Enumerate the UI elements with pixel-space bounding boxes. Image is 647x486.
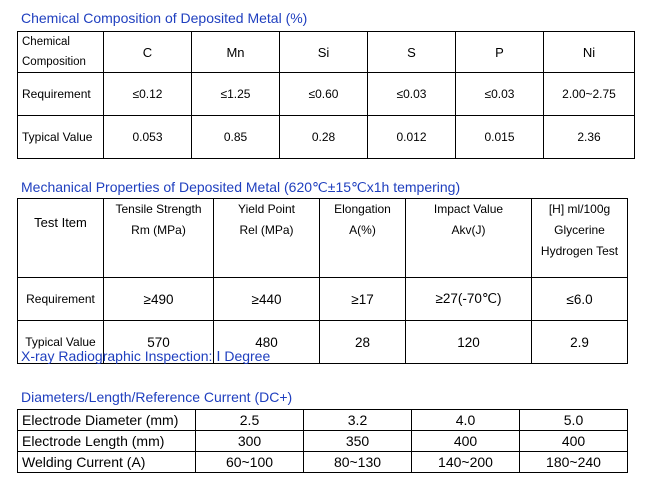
- element-header: Mn: [192, 32, 280, 73]
- table-cell: 2.00~2.75: [544, 73, 635, 116]
- table-cell: 0.28: [280, 116, 368, 159]
- table-cell: 350: [304, 431, 412, 452]
- row-label: Electrode Diameter (mm): [18, 410, 196, 431]
- row-label: Typical Value: [18, 321, 104, 364]
- header-line: A(%): [349, 223, 376, 237]
- element-header: Si: [280, 32, 368, 73]
- table-row: [18, 410, 628, 431]
- table-cell: 0.85: [192, 116, 280, 159]
- column-header: [214, 199, 320, 278]
- table-row: [18, 73, 635, 116]
- table-cell: 5.0: [520, 410, 628, 431]
- row-label: Welding Current (A): [18, 452, 196, 473]
- table-cell: 120: [406, 321, 532, 364]
- table-cell: 3.2: [304, 410, 412, 431]
- table-row: [18, 431, 628, 452]
- table-row: [18, 199, 628, 278]
- chemical-composition-table: [17, 31, 635, 159]
- mechanical-title: Mechanical Properties of Deposited Metal (620℃±15℃x1h tempering): [21, 179, 461, 195]
- header-line: Rel (MPa): [239, 223, 294, 237]
- table-row: [18, 278, 628, 321]
- table-cell: 2.5: [196, 410, 304, 431]
- table-cell: ≥440: [214, 278, 320, 321]
- table-row: [18, 452, 628, 473]
- row-label: Requirement: [18, 278, 104, 321]
- row-label: Requirement: [18, 73, 104, 116]
- header-line: Composition: [22, 56, 86, 68]
- table-cell: 300: [196, 431, 304, 452]
- column-header: [320, 199, 406, 278]
- table-cell: ≤0.03: [368, 73, 456, 116]
- element-header: C: [104, 32, 192, 73]
- header-line: Yield Point: [238, 202, 295, 216]
- header-line: Impact Value: [433, 202, 504, 216]
- table-cell: ≥27(-70℃): [406, 278, 532, 321]
- column-header: [104, 199, 214, 278]
- table-cell: 80~130: [304, 452, 412, 473]
- table-cell: ≥490: [104, 278, 214, 321]
- table-cell: 0.053: [104, 116, 192, 159]
- table-cell: ≥17: [320, 278, 406, 321]
- test-item-header: Test Item: [18, 199, 104, 278]
- table-cell: 140~200: [412, 452, 520, 473]
- table-cell: ≤6.0: [532, 278, 628, 321]
- diameters-title: Diameters/Length/Reference Current (DC+): [21, 389, 293, 405]
- header-line: Rm (MPa): [131, 223, 186, 237]
- table-cell: 0.012: [368, 116, 456, 159]
- mechanical-properties-table: [17, 198, 628, 364]
- table-cell: 0.015: [456, 116, 544, 159]
- header-line: Akv(J): [451, 223, 486, 237]
- table-cell: ≤0.60: [280, 73, 368, 116]
- table-cell: 60~100: [196, 452, 304, 473]
- column-header: [406, 199, 532, 278]
- table-cell: 4.0: [412, 410, 520, 431]
- header-line: Chemical: [22, 36, 70, 48]
- table-cell: 570: [104, 321, 214, 364]
- xray-inspection-text: X-ray Radiographic Inspection: Ⅰ Degree: [21, 348, 271, 364]
- element-header: S: [368, 32, 456, 73]
- row-label: Electrode Length (mm): [18, 431, 196, 452]
- diameters-table: [17, 409, 628, 473]
- row-label: Typical Value: [18, 116, 104, 159]
- table-row: [18, 32, 635, 73]
- header-line: Hydrogen Test: [540, 244, 619, 258]
- header-line: [H] ml/100g: [548, 202, 611, 216]
- header-line: Glycerine: [554, 223, 605, 237]
- table-cell: ≤1.25: [192, 73, 280, 116]
- header-cell: [18, 32, 104, 73]
- element-header: P: [456, 32, 544, 73]
- table-cell: ≤0.03: [456, 73, 544, 116]
- element-header: Ni: [544, 32, 635, 73]
- table-cell: 480: [214, 321, 320, 364]
- table-row: [18, 116, 635, 159]
- table-cell: 28: [320, 321, 406, 364]
- header-line: Tensile Strength: [115, 202, 202, 216]
- table-cell: ≤0.12: [104, 73, 192, 116]
- table-cell: 2.36: [544, 116, 635, 159]
- column-header: [532, 199, 628, 278]
- table-cell: 180~240: [520, 452, 628, 473]
- chemical-title: Chemical Composition of Deposited Metal (%): [21, 10, 308, 26]
- table-cell: 2.9: [532, 321, 628, 364]
- header-line: Elongation: [334, 202, 391, 216]
- table-cell: 400: [520, 431, 628, 452]
- table-cell: 400: [412, 431, 520, 452]
